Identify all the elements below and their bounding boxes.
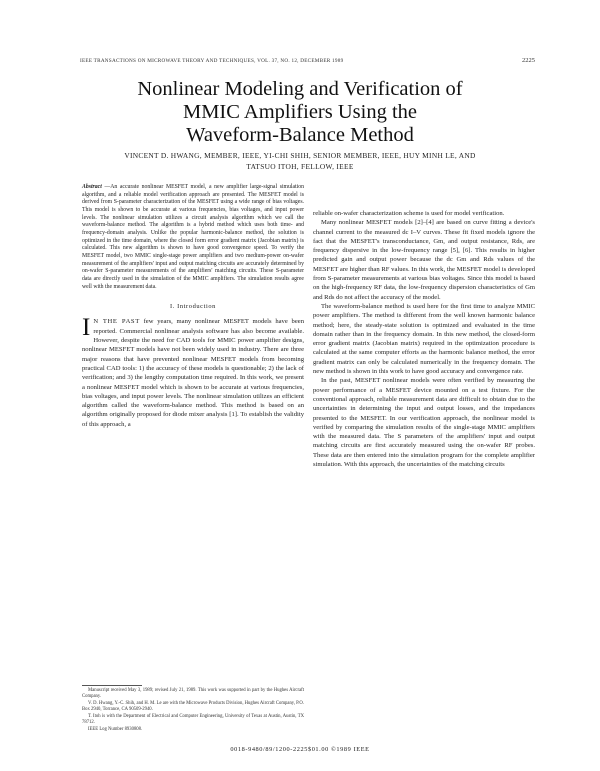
- introduction-paragraph: [82, 314, 304, 429]
- page-number: 2225: [522, 57, 535, 64]
- footnote-affiliation-1: V. D. Hwang, Y.-C. Shih, and H. M. Le are with the Microwave Products Division, Hughes Aircraft Company, P.O. Box 2940, Torrance, CA 90509-2940.: [82, 701, 304, 712]
- intro-lead-caps: N THE PAST: [93, 318, 140, 326]
- right-paragraph-1: reliable on-wafer characterization scheme is used for model verification.: [313, 210, 505, 217]
- copyright-line: 0018-9480/89/1200-2225$01.00 ©1989 IEEE: [230, 746, 370, 753]
- right-paragraph-4: In the past, MESFET nonlinear models were often verified by measuring the power performance of a MESFET device mounted on a test fixture. For the conventional approach, reliable measurement data are difficult to obtain due to the uncertainties in determining the input and output losses, and the impedances presented to the MESFET. In our verification approach, the nonlinear model is verified by comparing the simulation results of the single-stage MMIC amplifiers with the measured data. The S parameters of the amplifiers' input and output matching circuits are first accurately measured using the on-wafer RF probes. These data are then entered into the simulation program for the complete amplifier simulation. With this approach, the uncertainties of the matching circuits: [313, 377, 535, 469]
- footnote-received: Manuscript received May 3, 1989; revised July 21, 1989. This work was supported in part by the Hughes Aircraft Company.: [82, 688, 304, 699]
- title-line-1: Nonlinear Modeling and Verification of: [137, 78, 463, 100]
- running-head: IEEE TRANSACTIONS ON MICROWAVE THEORY AND TECHNIQUES, VOL. 37, NO. 12, DECEMBER 1989: [80, 58, 344, 64]
- author-list: [80, 151, 520, 172]
- abstract: [82, 184, 304, 291]
- section-heading-introduction: I. Introduction: [170, 303, 216, 311]
- right-paragraph-2: Many nonlinear MESFET models [2]–[4] are based on curve fitting a device's channel current to the measured dc I–V curves. These fit fixed models ignore the fact that the MESFET's transconductance, Gm, and output resistance, Rds, are frequency dispersive in the low-frequency range [5], [6]. This results in higher predicted gain and output power because the dc Gm and Rds values of the MESFET are higher than RF values. In this work, the MESFET model is developed from S-parameter measurements at various bias voltages. Since this model is based on the high-frequency RF data, the low-frequency dispersion characteristics of Gm and Rds do not affect the accuracy of the model.: [313, 219, 535, 301]
- footnote-ieee-log: IEEE Log Number 8930808.: [88, 727, 143, 733]
- abstract-text: —An accurate nonlinear MESFET model, a new amplifier large-signal simulation algorithm, and a reliable model verification approach are presented. The MESFET model is derived from S-parameter characterization of the MESFET using a wide range of bias voltages. This model is shown to be accurate at various frequencies, bias voltages, and input power levels. The nonlinear simulation utilizes a circuit analysis algorithm which we call the waveform-balance method. The algorithm is a hybrid method which uses both time- and frequency-domain analysis. Unlike the popular harmonic-balance method, the solution is optimized in the time domain, where the closed form error gradient matrix (Jacobian matrix) is calculated. This new algorithm is shown to have good convergence speed. To verify the MESFET model, two MMIC single-stage power amplifiers and two medium-power on-wafer measurement of the amplifiers' input and output matching circuits are accurately determined by on-wafer S-parameter measurements of the amplifiers' matching circuits. These S-parameter data are directly used in the simulation of the MMIC amplifiers. The simulation results agree well with the measurement data.: [82, 184, 304, 290]
- title-line-2: MMIC Amplifiers Using the: [182, 101, 418, 123]
- intro-text: few years, many nonlinear MESFET models have been reported. Commercial nonlinear analysis software has also become available. However, despite the need for CAD tools for MMIC power amplifier designs, nonlinear MESFET models have not been widely used in industry. There are three major reasons that have prevented nonlinear MESFET models from becoming practical CAD tools: 1) the accuracy of these models is questionable; 2) the lack of verification; and 3) the lengthy computation time required. In this work, we present a nonlinear MESFET model which is shown to be accurate at various frequencies, bias voltages, and input power levels. The nonlinear simulation utilizes an efficient algorithm called the waveform-balance method. This method is based on an algorithm originally proposed for diode mixer analysis [1]. To establish the validity of this approach, a: [82, 318, 304, 428]
- right-paragraph-3: The waveform-balance method is used here for the first time to analyze MMIC power amplifiers. The method is different from the well known harmonic balance method; here, the steady-state solution is optimized and evaluated in the time domain rather than in the frequency domain. In this new method, the closed-form error gradient matrix (Jacobian matrix) required in the optimization procedure is calculated at the same computer efforts as the harmonic balance method, the error gradient matrix can only be calculated numerically in the frequency domain. The new method is shown in this work to have good accuracy and convergence rate.: [313, 302, 535, 376]
- paper-title: [60, 78, 540, 147]
- title-line-3: Waveform-Balance Method: [186, 124, 414, 146]
- abstract-lead: Abstract: [82, 184, 102, 190]
- left-column: [82, 184, 304, 429]
- right-column: [313, 209, 535, 469]
- footnote-affiliation-2: T. Itoh is with the Department of Electrical and Computer Engineering, University of Texas at Austin, Austin, TX 78712.: [82, 714, 304, 725]
- authors-line-2: TATSUO ITOH, FELLOW, IEEE: [246, 161, 354, 171]
- footnote-rule: [82, 685, 142, 686]
- authors-line-1: VINCENT D. HWANG, MEMBER, IEEE, YI-CHI SHIH, SENIOR MEMBER, IEEE, HUY MINH LE, AND: [124, 151, 476, 160]
- footnotes: [82, 688, 304, 735]
- drop-cap: I: [82, 314, 91, 342]
